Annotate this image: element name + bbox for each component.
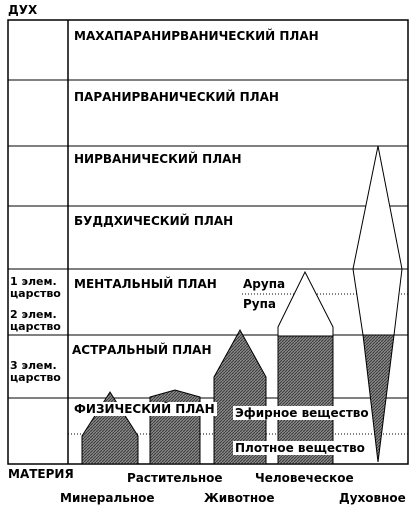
- plane-label-astral: АСТРАЛЬНЫЙ ПЛАН: [72, 343, 212, 357]
- dense-matter-label: Плотное вещество: [235, 441, 365, 455]
- arupa-label: Арупа: [243, 277, 286, 291]
- matter-label: МАТЕРИЯ: [8, 467, 74, 481]
- plane-label-nirvana: НИРВАНИЧЕСКИЙ ПЛАН: [74, 152, 242, 166]
- plane-label-buddhi: БУДДХИЧЕСКИЙ ПЛАН: [74, 214, 234, 228]
- first-elemental-kingdom-label: 1 элем. царство: [10, 275, 61, 300]
- rupa-label: Рупа: [243, 297, 277, 311]
- second-elemental-kingdom-label: 2 элем. царство: [10, 308, 61, 333]
- spirit-label: ДУХ: [8, 3, 38, 17]
- spirit-rhombus-upper: [353, 146, 402, 269]
- plane-label-physical: ФИЗИЧЕСКИЙ ПЛАН: [74, 402, 215, 416]
- spirit-rhombus-lower: [353, 269, 402, 335]
- plant-kingdom-label: Растительное: [127, 471, 223, 485]
- plane-label-paranirvana: ПАРАНИРВАНИЧЕСКИЙ ПЛАН: [74, 90, 279, 104]
- human-kingdom-label: Человеческое: [255, 471, 354, 485]
- human-kingdom-top-outline: [278, 272, 333, 336]
- spiritual-kingdom-label: Духовное: [339, 491, 406, 505]
- plane-label-mahaparanirvana: МАХАПАРАНИРВАНИЧЕСКИЙ ПЛАН: [74, 29, 319, 43]
- etheric-matter-label: Эфирное вещество: [235, 406, 369, 420]
- mineral-kingdom-label: Минеральное: [60, 491, 155, 505]
- plane-label-mental: МЕНТАЛЬНЫЙ ПЛАН: [74, 277, 217, 291]
- third-elemental-kingdom-label: 3 элем. царство: [10, 359, 61, 384]
- animal-kingdom-label: Животное: [204, 491, 275, 505]
